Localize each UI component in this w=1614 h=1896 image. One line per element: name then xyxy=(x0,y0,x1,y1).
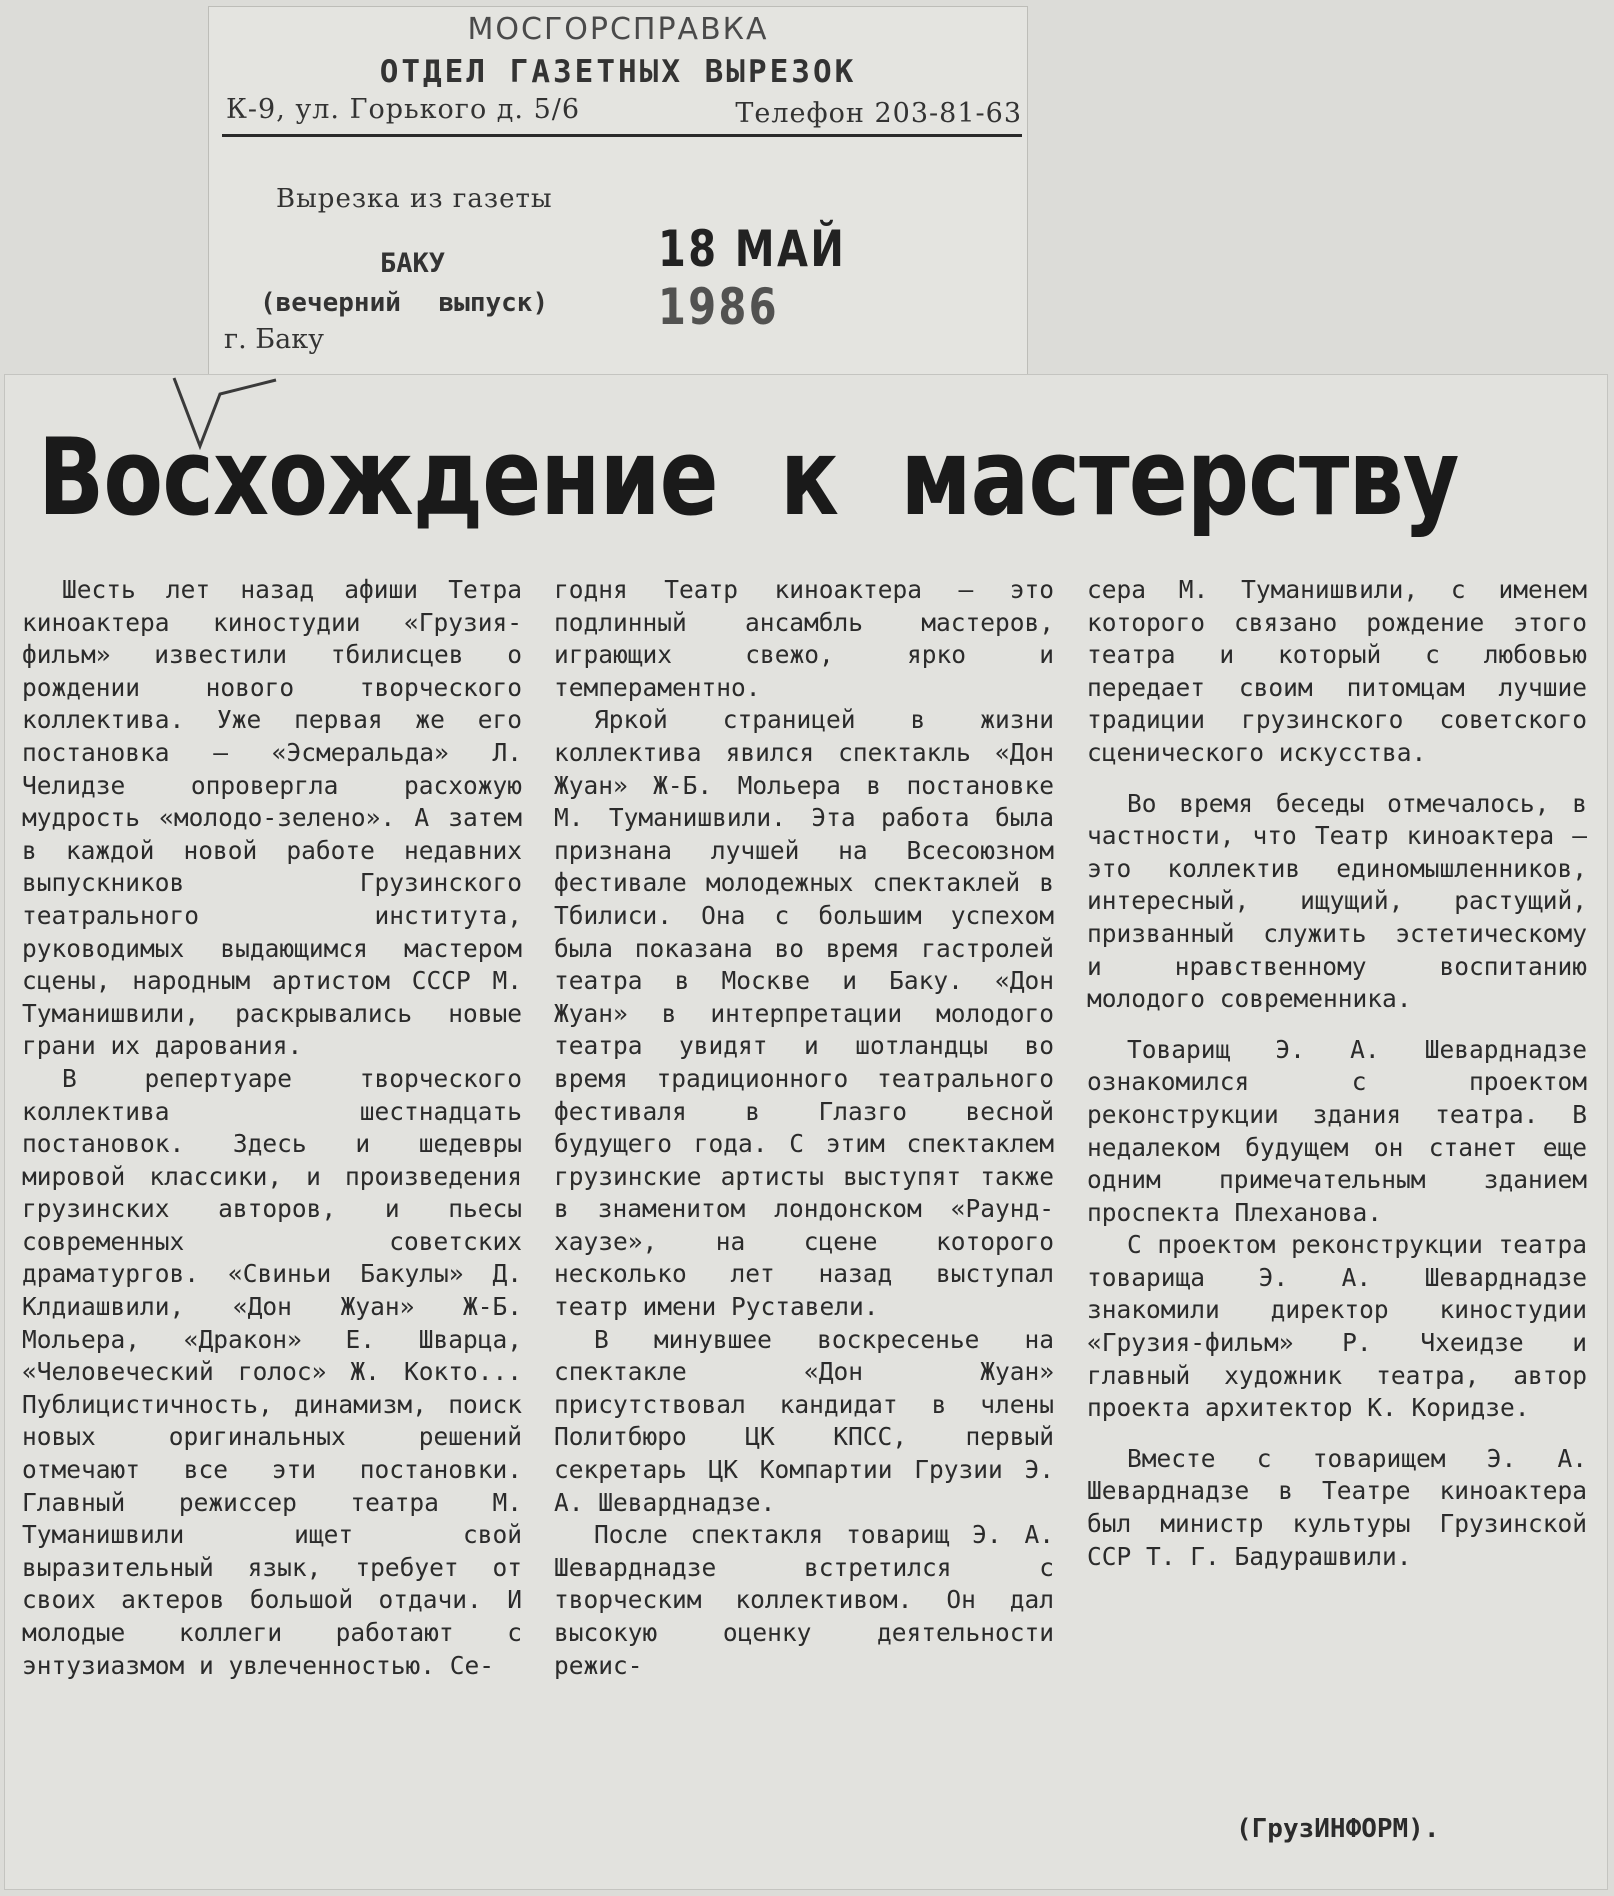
newspaper-article xyxy=(4,374,1608,1890)
paragraph: В минувшее воскресенье на спектакле «Дон Жуан» присутствовал кандидат в члены Политбюро ЦК КПСС, первый секретарь ЦК Компартии Грузии Э. А. Шеварднадзе. xyxy=(554,1324,1054,1517)
article-headline: Восхождение к мастерству xyxy=(38,416,1459,539)
paragraph: Яркой страницей в жизни коллектива явился спектакль «Дон Жуан» Ж-Б. Мольера в постановке М. Туманишвили. Эта работа была признана лучшей на Всесоюзном фестивале молодежных спектаклей в Тбилиси. Она с большим успехом была показана во время гастролей театра в Москве и Баку. «Дон Жуан» в интерпретации молодого театра увидят и шотландцы во время традиционного театрального фестиваля в Глазго весной будущего года. С этим спектаклем грузинские артисты выступят также в знаменитом лондонском «Раунд-хаузе», на сцене которого несколько лет назад выступал театр имени Руставели. xyxy=(554,705,1054,1322)
article-column-3 xyxy=(1087,574,1587,1573)
date-stamp-day-month: 18 МАЙ xyxy=(658,220,847,278)
clip-label: Вырезка из газеты xyxy=(276,184,553,214)
paragraph: Во время беседы отмечалось, в частности, что Театр киноактера — это коллектив единомышленников, интересный, ищущий, растущий, призванный служить эстетическому и нравственному воспитанию молодого современника. xyxy=(1087,788,1587,1014)
newspaper-name: БАКУ xyxy=(380,248,446,279)
article-column-1 xyxy=(22,574,522,1682)
bureau-name: МОСГОРСПРАВКА xyxy=(467,12,769,47)
article-body xyxy=(22,574,1587,1874)
news-agency-credit: (ГрузИНФОРМ). xyxy=(1236,1814,1440,1844)
bureau-address: К-9, ул. Горького д. 5/6 xyxy=(226,94,581,125)
paragraph: В репертуаре творческого коллектива шестнадцать постановок. Здесь и шедевры мировой классики, и произведения грузинских авторов, и пьесы современных советских драматургов. «Свиньи Бакулы» Д. Клдиашвили, «Дон Жуан» Ж-Б. Мольера, «Дракон» Е. Шварца, «Человеческий голос» Ж. Кокто... Публицистичность, динамизм, поиск новых оригинальных решений отмечают все эти постановки. Главный режиссер театра М. Туманишвили ищет свой выразительный язык, требует от своих актеров большой отдачи. И молодые коллеги работают с энтузиазмом и увлеченностью. Се- xyxy=(22,1063,522,1680)
bureau-phone: Телефон 203-81-63 xyxy=(735,98,1022,129)
date-stamp xyxy=(658,220,954,336)
paragraph: Товарищ Э. А. Шеварднадзе ознакомился с проектом реконструкции здания театра. В недалеком будущем он станет еще одним примечательным зданием проспекта Плеханова. xyxy=(1087,1034,1587,1227)
newspaper-edition: (вечерний выпуск) xyxy=(260,288,549,318)
paragraph: После спектакля товарищ Э. А. Шеварднадзе встретился с творческим коллективом. Он дал высокую оценку деятельности режис- xyxy=(554,1520,1054,1680)
newspaper-city: г. Баку xyxy=(224,324,325,355)
paragraph: годня Театр киноактера — это подлинный ансамбль мастеров, играющих свежо, ярко и темпераментно. xyxy=(554,575,1054,702)
stamp-divider xyxy=(222,134,1022,137)
article-column-2 xyxy=(554,574,1054,1682)
clipping-bureau-stamp xyxy=(208,6,1028,376)
paragraph: Шесть лет назад афиши Тетра киноактера киностудии «Грузия-фильм» известили тбилисцев о рождении нового творческого коллектива. Уже первая же его постановка — «Эсмеральда» Л. Челидзе опровергла расхожую мудрость «молодо-зелено». А затем в каждой новой работе недавних выпускников Грузинского театрального института, руководимых выдающимся мастером сцены, народным артистом СССР М. Туманишвили, раскрывались новые грани их дарования. xyxy=(22,575,522,1061)
paragraph: С проектом реконструкции театра товарища Э. А. Шеварднадзе знакомили директор киностудии «Грузия-фильм» Р. Чхеидзе и главный художник театра, автор проекта архитектор К. Коридзе. xyxy=(1087,1230,1587,1423)
department-name: ОТДЕЛ ГАЗЕТНЫХ ВЫРЕЗОК xyxy=(379,54,857,90)
paragraph: Вместе с товарищем Э. А. Шеварднадзе в Театре киноактера был министр культуры Грузинской ССР Т. Г. Бадурашвили. xyxy=(1087,1443,1587,1571)
date-stamp-year: 1986 xyxy=(658,278,779,336)
paragraph: сера М. Туманишвили, с именем которого связано рождение этого театра и который с любовью передает своим питомцам лучшие традиции грузинского советского сценического искусства. xyxy=(1087,575,1587,767)
